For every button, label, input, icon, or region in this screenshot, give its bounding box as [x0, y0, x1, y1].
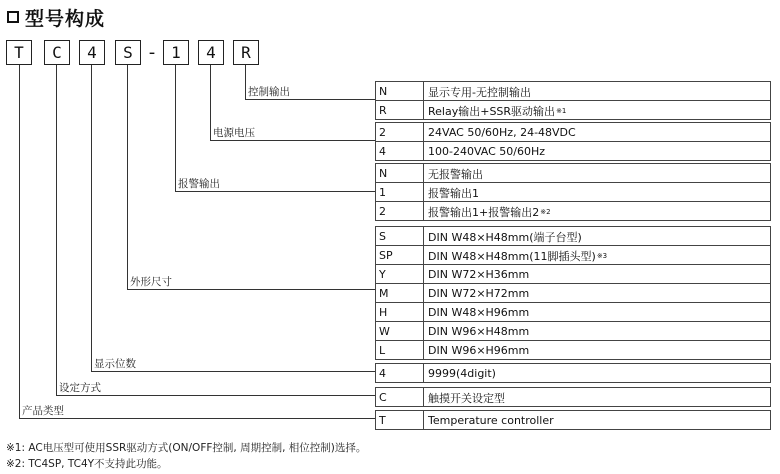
table-row [375, 265, 771, 284]
model-char-control-output: R [233, 40, 259, 65]
option-code: C [379, 391, 387, 404]
option-code: L [379, 344, 386, 357]
option-desc: DIN W48×H48mm(11脚插头型) ※3 [428, 249, 608, 263]
option-code: 4 [379, 367, 386, 380]
option-desc: DIN W72×H36mm [428, 268, 530, 281]
model-char-alarm-output: 1 [163, 40, 189, 65]
model-char-power-voltage: 4 [198, 40, 224, 65]
table-row [375, 101, 771, 120]
footnote-1: ※1: AC电压型可使用SSR驱动方式(ON/OFF控制, 周期控制, 相位控制)选择。 [6, 442, 367, 454]
option-code: 2 [379, 205, 386, 218]
option-desc: 显示专用-无控制输出 [428, 85, 531, 99]
model-char-size: S [115, 40, 141, 65]
option-code: T [379, 414, 386, 427]
model-char-digits: 4 [79, 40, 105, 65]
table-row [375, 123, 771, 142]
table-row [375, 82, 771, 101]
option-desc: DIN W48×H48mm(端子台型) [428, 230, 582, 244]
label-power-voltage: 电源电压 [213, 127, 255, 139]
option-desc: 100-240VAC 50/60Hz [428, 145, 546, 158]
option-code: 2 [379, 126, 386, 139]
option-desc: 24VAC 50/60Hz, 24-48VDC [428, 126, 576, 139]
page-title-text: 型号构成 [25, 7, 106, 30]
option-desc: DIN W96×H96mm [428, 344, 530, 357]
table-row [375, 303, 771, 322]
table-row [375, 183, 771, 202]
option-code: M [379, 287, 389, 300]
table-row [375, 202, 771, 221]
table-row [375, 142, 771, 161]
table-row [375, 227, 771, 246]
label-digits: 显示位数 [94, 358, 136, 370]
table-row [375, 284, 771, 303]
footnote-marker: ※2 [540, 207, 551, 216]
option-code: 4 [379, 145, 386, 158]
label-size: 外形尺寸 [130, 276, 172, 288]
option-code: R [379, 104, 387, 117]
footnote-2: ※2: TC4SP, TC4Y不支持此功能。 [6, 458, 168, 470]
option-desc: Temperature controller [428, 414, 554, 427]
option-code: 1 [379, 186, 386, 199]
label-alarm-output: 报警输出 [178, 178, 220, 190]
option-desc: 报警输出1 [428, 186, 479, 200]
table-row [375, 411, 771, 430]
option-desc: 9999(4digit) [428, 367, 496, 380]
option-code: Y [379, 268, 386, 281]
option-code: W [379, 325, 390, 338]
table-row [375, 246, 771, 265]
option-code: S [379, 230, 386, 243]
model-char-product-type: T [6, 40, 32, 65]
table-row [375, 322, 771, 341]
option-desc: 报警输出1+报警输出2 ※2 [428, 205, 551, 219]
option-desc: Relay输出+SSR驱动输出 ※1 [428, 104, 567, 118]
label-product-type: 产品类型 [22, 405, 64, 417]
table-row [375, 364, 771, 383]
option-desc: DIN W72×H72mm [428, 287, 530, 300]
label-setting-method: 设定方式 [59, 382, 101, 394]
option-desc: DIN W48×H96mm [428, 306, 530, 319]
footnote-marker: ※3 [596, 251, 608, 260]
option-code: SP [379, 249, 393, 262]
label-control-output: 控制输出 [248, 86, 290, 98]
table-row [375, 341, 771, 360]
option-code: N [379, 85, 388, 98]
table-row [375, 388, 771, 407]
model-char-separator: - [148, 42, 156, 63]
option-code: N [379, 167, 388, 180]
option-code: H [379, 306, 388, 319]
option-desc: 无报警输出 [428, 167, 483, 181]
option-desc: 触摸开关设定型 [428, 391, 505, 405]
table-row [375, 164, 771, 183]
model-char-setting-method: C [44, 40, 70, 65]
option-desc: DIN W96×H48mm [428, 325, 530, 338]
footnote-marker: ※1 [556, 106, 567, 115]
